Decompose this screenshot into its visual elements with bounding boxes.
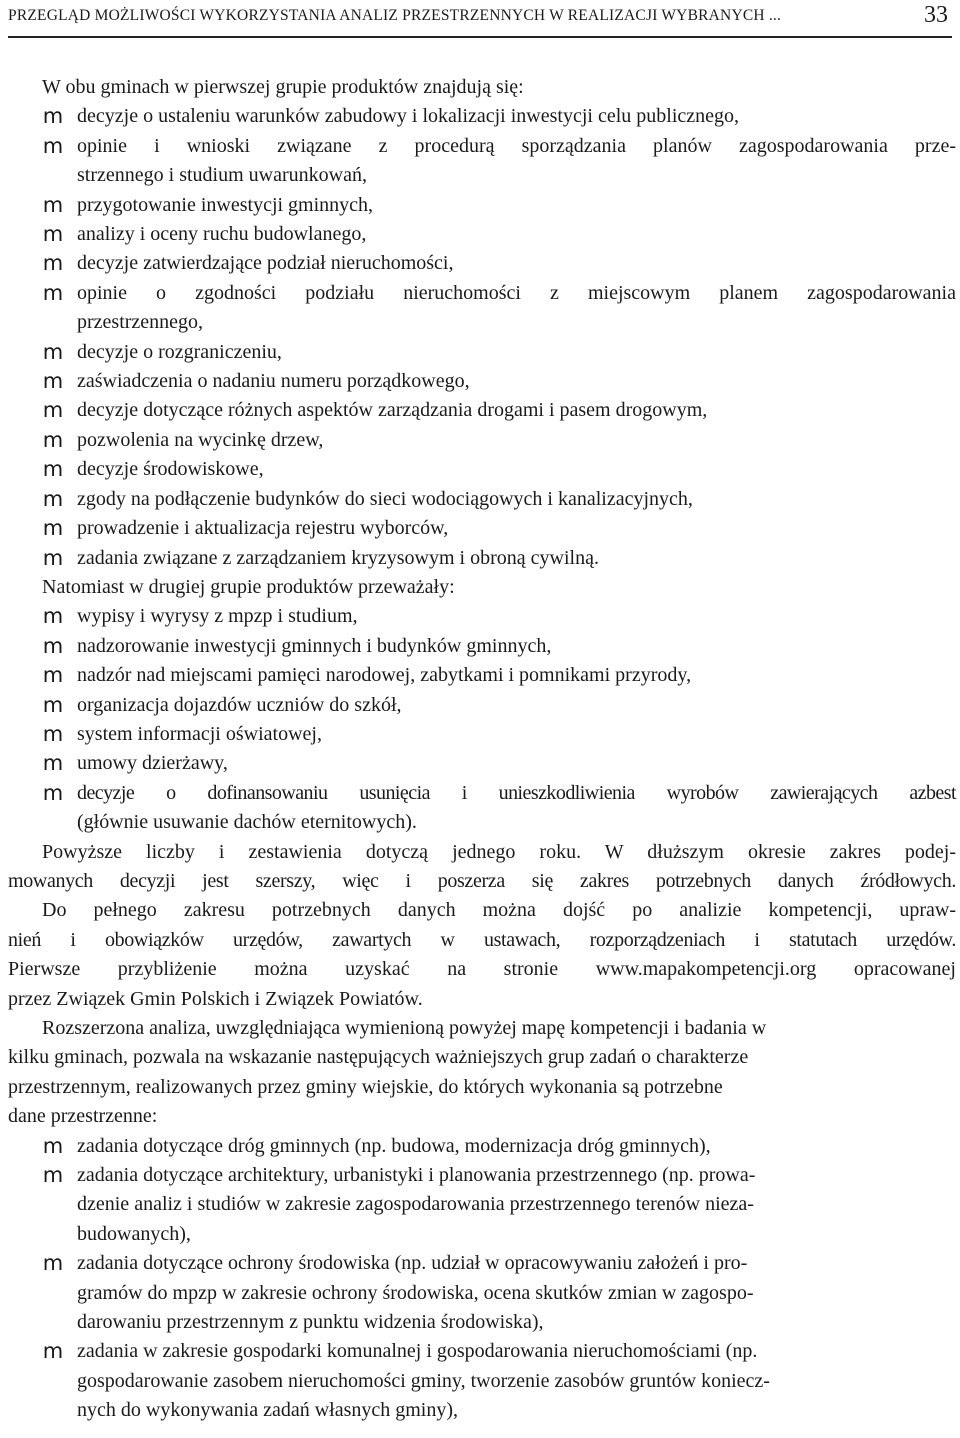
- list-item: [8, 220, 956, 249]
- bullet-icon: m: [42, 1251, 64, 1276]
- bullet-icon: m: [42, 369, 64, 394]
- paragraph-line: przez Związek Gmin Polskich i Związek Powiatów.: [8, 987, 423, 1010]
- list-item: [8, 396, 956, 425]
- bullet-icon: m: [42, 133, 64, 158]
- bullet-icon: m: [42, 1163, 64, 1188]
- paragraph-line: Natomiast w drugiej grupie produktów przeważały:: [42, 575, 455, 598]
- bullet-icon: m: [42, 545, 64, 570]
- list-item-line: zadania dotyczące dróg gminnych (np. budowa, modernizacja dróg gminnych),: [77, 1134, 711, 1157]
- paragraph-line: mowanych decyzji jest szerszy, więc i poszerza się zakres potrzebnych danych źródłowych.: [8, 869, 956, 892]
- paragraph-line: Pierwsze przybliżenie można uzyskać na stronie www.mapakompetencji.org opracowanej: [8, 958, 956, 981]
- paragraph-line: W obu gminach w pierwszej grupie produktów znajdują się:: [42, 76, 524, 98]
- list-item-line: nadzorowanie inwestycji gminnych i budynków gminnych,: [77, 634, 552, 657]
- list-item-line: budowanych),: [77, 1222, 191, 1245]
- list-item-line: opinie o zgodności podziału nieruchomości z miejscowym planem zagospodarowania: [77, 281, 956, 304]
- bullet-icon: m: [42, 633, 64, 658]
- list-item-line: prowadzenie i aktualizacja rejestru wyborców,: [77, 517, 449, 540]
- list-item-line: organizacja dojazdów uczniów do szkół,: [77, 693, 402, 716]
- list-item-line: zadania dotyczące ochrony środowiska (np. udział w opracowywaniu założeń i pro-: [77, 1252, 748, 1275]
- bullet-icon: m: [42, 663, 64, 688]
- paragraph-line: Rozszerzona analiza, uwzględniająca wymienioną powyżej mapę kompetencji i badania w: [42, 1017, 767, 1039]
- list-item-line: system informacji oświatowej,: [77, 722, 322, 745]
- list-item-line: pozwolenia na wycinkę drzew,: [77, 428, 324, 451]
- bullet-icon: m: [42, 457, 64, 482]
- list-item: [8, 1249, 956, 1337]
- paragraph-line: przestrzennym, realizowanych przez gminy wiejskie, do których wykonania są potrzebne: [8, 1075, 723, 1098]
- page-number: 33: [924, 2, 948, 28]
- list-item-line: analizy i oceny ruchu budowlanego,: [77, 223, 367, 246]
- list-item-line: decyzje środowiskowe,: [77, 458, 264, 481]
- list-item: [8, 749, 956, 778]
- list-item-line: zaświadczenia o nadaniu numeru porządkowego,: [77, 370, 470, 393]
- bullet-list: [8, 102, 956, 573]
- paragraph-line: Powyższe liczby i zestawienia dotyczą jednego roku. W dłuższym okresie zakres podej-: [42, 840, 956, 863]
- list-item: [8, 1132, 956, 1161]
- bullet-icon: m: [42, 751, 64, 776]
- list-item: [8, 691, 956, 720]
- list-item: [8, 544, 956, 573]
- list-item-line: wypisy i wyrysy z mpzp i studium,: [77, 605, 358, 628]
- list-item: [8, 426, 956, 455]
- bullet-icon: m: [42, 104, 64, 129]
- paragraph: [8, 573, 956, 602]
- list-item: [8, 514, 956, 543]
- bullet-icon: m: [42, 486, 64, 511]
- bullet-icon: m: [42, 604, 64, 629]
- list-item: [8, 279, 956, 338]
- list-item: [8, 485, 956, 514]
- bullet-icon: m: [42, 721, 64, 746]
- list-item-line: gospodarowanie zasobem nieruchomości gminy, tworzenie zasobów gruntów koniecz-: [77, 1369, 770, 1392]
- list-item: [8, 249, 956, 278]
- list-item-line: zadania związane z zarządzaniem kryzysowym i obroną cywilną.: [77, 546, 599, 569]
- list-item-line: decyzje o rozgraniczeniu,: [77, 340, 282, 363]
- list-item: [8, 455, 956, 484]
- list-item: [8, 132, 956, 191]
- list-item-line: darowaniu przestrzennym z punktu widzenia środowiska),: [77, 1311, 544, 1334]
- paragraph-line: dane przestrzenne:: [8, 1105, 158, 1128]
- list-item: [8, 632, 956, 661]
- list-item-line: przygotowanie inwestycji gminnych,: [77, 193, 374, 216]
- bullet-icon: m: [42, 280, 64, 305]
- list-item-line: przestrzennego,: [77, 311, 204, 334]
- list-item-line: umowy dzierżawy,: [77, 752, 228, 775]
- bullet-list: [8, 602, 956, 837]
- list-item: [8, 602, 956, 631]
- running-header: [8, 0, 952, 38]
- list-item-line: gramów do mpzp w zakresie ochrony środowiska, ocena skutków zmian w zagospo-: [77, 1281, 754, 1304]
- list-item-line: decyzje dotyczące różnych aspektów zarządzania drogami i pasem drogowym,: [77, 399, 708, 422]
- paragraph-line: nień i obowiązków urzędów, zawartych w ustawach, rozporządzeniach i statutach urzędów.: [8, 928, 956, 951]
- paragraph-line: Do pełnego zakresu potrzebnych danych można dojść po analizie kompetencji, upraw-: [42, 899, 956, 922]
- list-item: [8, 720, 956, 749]
- bullet-icon: m: [42, 692, 64, 717]
- paragraph: [8, 896, 956, 1014]
- body-text: [8, 73, 956, 1426]
- paragraph: [8, 838, 956, 897]
- list-item-line: opinie i wnioski związane z procedurą sporządzania planów zagospodarowania prze-: [77, 134, 956, 157]
- bullet-icon: m: [42, 1133, 64, 1158]
- bullet-icon: m: [42, 1339, 64, 1364]
- bullet-icon: m: [42, 427, 64, 452]
- list-item-line: strzennego i studium uwarunkowań,: [77, 164, 367, 187]
- bullet-icon: m: [42, 192, 64, 217]
- list-item-line: nadzór nad miejscami pamięci narodowej, zabytkami i pomnikami przyrody,: [77, 664, 692, 687]
- bullet-icon: m: [42, 339, 64, 364]
- paragraph: [8, 73, 956, 102]
- paragraph-line: kilku gminach, pozwala na wskazanie następujących ważniejszych grup zadań o charakterze: [8, 1046, 749, 1069]
- list-item-line: zgody na podłączenie budynków do sieci wodociągowych i kanalizacyjnych,: [77, 487, 693, 510]
- list-item: [8, 367, 956, 396]
- list-item: [8, 102, 956, 131]
- list-item: [8, 661, 956, 690]
- list-item-line: dzenie analiz i studiów w zakresie zagospodarowania przestrzennego terenów nieza-: [77, 1193, 754, 1216]
- running-title: PRZEGLĄD MOŻLIWOŚCI WYKORZYSTANIA ANALIZ PRZESTRZENNYCH W REALIZACJI WYBRANYCH ...: [8, 7, 782, 24]
- list-item: [8, 1337, 956, 1425]
- paragraph: [8, 1014, 956, 1132]
- bullet-icon: m: [42, 251, 64, 276]
- bullet-list: [8, 1132, 956, 1426]
- list-item-line: decyzje zatwierdzające podział nieruchomości,: [77, 252, 454, 275]
- bullet-icon: m: [42, 398, 64, 423]
- bullet-icon: m: [42, 222, 64, 247]
- list-item-line: zadania dotyczące architektury, urbanistyki i planowania przestrzennego (np. prowa-: [77, 1164, 756, 1187]
- list-item-line: decyzje o dofinansowaniu usunięcia i unieszkodliwienia wyrobów zawierających azbest: [77, 781, 956, 804]
- list-item-line: nych do wykonywania zadań własnych gminy),: [77, 1399, 459, 1422]
- bullet-icon: m: [42, 780, 64, 805]
- list-item: [8, 779, 956, 838]
- bullet-icon: m: [42, 516, 64, 541]
- list-item-line: decyzje o ustaleniu warunków zabudowy i lokalizacji inwestycji celu publicznego,: [77, 105, 740, 128]
- list-item: [8, 191, 956, 220]
- list-item: [8, 338, 956, 367]
- list-item-line: (głównie usuwanie dachów eternitowych).: [77, 811, 417, 834]
- list-item: [8, 1161, 956, 1249]
- list-item-line: zadania w zakresie gospodarki komunalnej i gospodarowania nieruchomościami (np.: [77, 1340, 758, 1363]
